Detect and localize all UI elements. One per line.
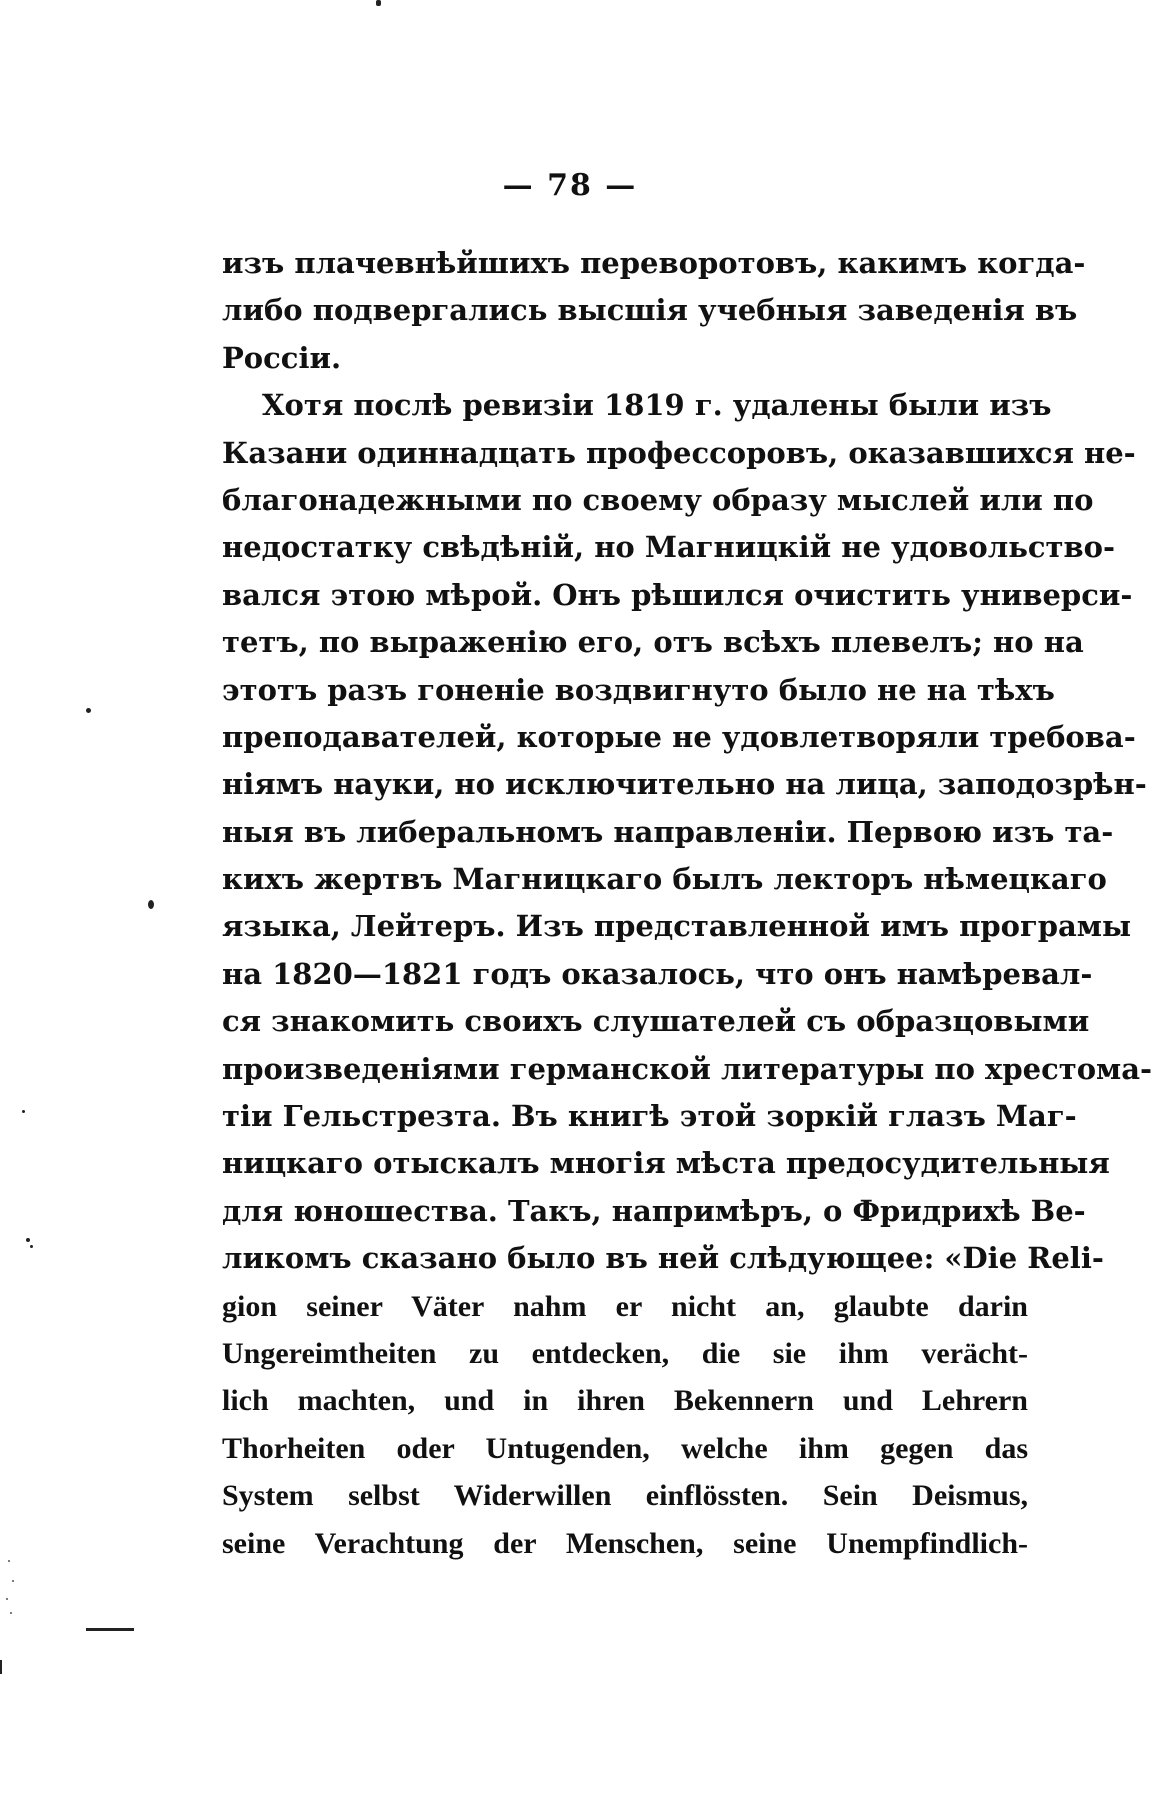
text-line: тіи Гельстрезта. Въ книгѣ этой зоркій глазъ Маг-	[222, 1099, 1077, 1134]
text-line: Россіи.	[222, 340, 342, 375]
text-line: либо подвергались высшія учебныя заведенія въ	[222, 293, 1078, 328]
text-line: недостатку свѣдѣній, но Магницкій не удовольство-	[222, 530, 1116, 565]
text-line: вался этою мѣрой. Онъ рѣшился очистить универси-	[222, 577, 1133, 612]
quote-line: seine Verachtung der Menschen, seine Unempfindlich-	[222, 1526, 1028, 1560]
quote-line: Thorheiten oder Untugenden, welche ihm gegen das	[222, 1431, 1028, 1465]
scan-speck	[148, 900, 154, 909]
scan-speck	[22, 1110, 25, 1113]
text-line: на 1820—1821 годъ оказалось, что онъ намѣревал-	[222, 956, 1093, 991]
text-line: ницкаго отыскалъ многія мѣста предосудительныя	[222, 1146, 1110, 1181]
scan-speck	[8, 1560, 10, 1562]
scan-speck	[26, 1238, 30, 1242]
scan-speck	[6, 1598, 8, 1600]
scan-speck	[12, 1580, 14, 1582]
scan-edge-mark	[0, 1660, 2, 1674]
text-line: ныя въ либеральномъ направленіи. Первою изъ та-	[222, 814, 1114, 849]
text-line: преподавателей, которые не удовлетворяли требова-	[222, 719, 1136, 754]
paragraph-first-line: Хотя послѣ ревизіи 1819 г. удалены были изъ	[262, 388, 1052, 423]
text-line: этотъ разъ гоненіе воздвигнуто было не на тѣхъ	[222, 672, 1055, 707]
text-line: для юношества. Такъ, напримѣръ, о Фридрихѣ Ве-	[222, 1193, 1086, 1228]
text-line: тетъ, по выраженію его, отъ всѣхъ плевелъ; но на	[222, 625, 1084, 660]
quote-line: gion seiner Väter nahm er nicht an, glaubte darin	[222, 1289, 1028, 1323]
quote-line: Ungereimtheiten zu entdecken, die sie ihm verächt-	[222, 1336, 1028, 1370]
scan-speck	[30, 1245, 33, 1248]
scan-speck	[10, 1612, 12, 1614]
text-line: ликомъ сказано было въ ней слѣдующее: «Die Reli-	[222, 1241, 1104, 1276]
quote-line: lich machten, und in ihren Bekennern und Lehrern	[222, 1384, 1028, 1418]
text-line: языка, Лейтеръ. Изъ представленной имъ програмы	[222, 909, 1132, 944]
text-line: изъ плачевнѣйшихъ переворотовъ, какимъ когда-	[222, 246, 1086, 280]
text-line: ніямъ науки, но исключительно на лица, заподозрѣн-	[222, 767, 1147, 802]
text-line: благонадежными по своему образу мыслей или по	[222, 482, 1094, 517]
scan-speck	[376, 0, 381, 6]
body-text	[222, 240, 1152, 1567]
text-line: ся знакомить своихъ слушателей съ образцовыми	[222, 1004, 1090, 1039]
text-line: Казани одиннадцать профессоровъ, оказавшихся не-	[222, 435, 1136, 470]
text-line: произведеніями германской литературы по хрестома-	[222, 1051, 1152, 1086]
quote-line: System selbst Widerwillen einflössten. Sein Deismus,	[222, 1479, 1028, 1513]
scan-speck	[86, 708, 91, 713]
scan-margin-dash	[86, 1628, 134, 1631]
page-number: — 78 —	[502, 168, 638, 203]
text-line: кихъ жертвъ Магницкаго былъ лекторъ нѣмецкаго	[222, 862, 1107, 897]
